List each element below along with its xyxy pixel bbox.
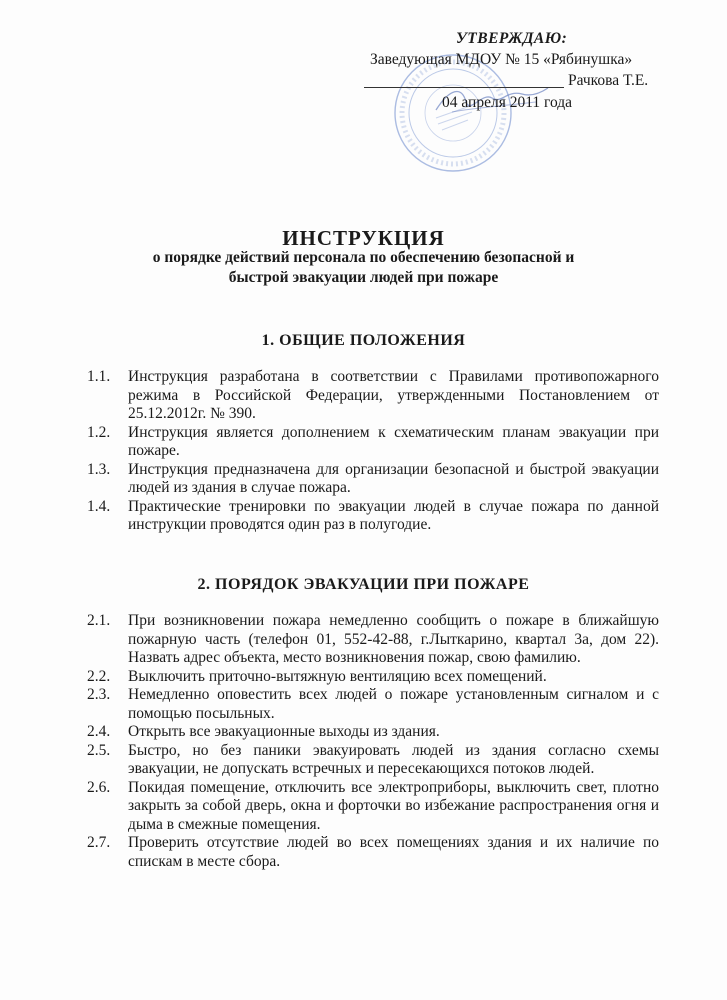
list-item (87, 686, 659, 723)
item-number: 2.4. (87, 723, 111, 740)
signature-line (364, 87, 564, 88)
list-item (87, 424, 659, 461)
item-number: 2.3. (87, 686, 111, 703)
item-text: Выключить приточно-вытяжную вентиляцию всех помещений. (128, 667, 547, 685)
list-item (87, 668, 659, 687)
list-item (87, 498, 659, 535)
signature-row (360, 70, 680, 92)
item-text: Быстро, но без паники эвакуировать людей из здания согласно схемы эвакуации, не допускать встречных и пересекающихся потоков людей. (128, 741, 659, 777)
list-item (87, 779, 659, 835)
approver-name: Рачкова Т.Е. (568, 72, 649, 89)
item-number: 1.1. (87, 368, 111, 385)
document-subtitle (0, 248, 727, 288)
item-text: Инструкция разработана в соответствии с Правилами противопожарного режима в Российской Федерации, утвержденными Постановлением от 25.12.2012г. № 390. (128, 368, 659, 422)
section-heading: 2. ПОРЯДОК ЭВАКУАЦИИ ПРИ ПОЖАРЕ (197, 576, 530, 593)
item-number: 2.2. (87, 667, 111, 685)
document-title: ИНСТРУКЦИЯ (282, 226, 445, 250)
list-item (87, 612, 659, 668)
item-text: Открыть все эвакуационные выходы из здания. (128, 723, 440, 740)
list-item (87, 742, 659, 779)
item-number: 2.6. (87, 778, 111, 796)
list-item (87, 368, 659, 424)
item-text: При возникновении пожара немедленно сообщить о пожаре в ближайшую пожарную часть (телефон 01, 552-42-88, г.Лыткарино, квартал 3а, дом 22). Назвать адрес объекта, место возникновения пожар, свою фамилию. (128, 612, 659, 666)
approval-position: Заведующая МДОУ № 15 «Рябинушка» (370, 51, 633, 68)
list-item (87, 461, 659, 498)
item-text: Инструкция является дополнением к схематическим планам эвакуации при пожаре. (128, 423, 659, 459)
item-number: 1.3. (87, 460, 111, 478)
item-number: 2.7. (87, 834, 111, 851)
approval-date: 04 апреля 2011 года (442, 94, 573, 111)
item-number: 2.1. (87, 612, 111, 629)
approval-heading: УТВЕРЖДАЮ: (456, 30, 568, 47)
section-heading: 1. ОБЩИЕ ПОЛОЖЕНИЯ (261, 332, 466, 349)
item-text: Инструкция предназначена для организации безопасной и быстрой эвакуации людей из здания в случае пожара. (128, 460, 659, 496)
list-item (87, 723, 659, 742)
section-2-list (87, 612, 659, 871)
section-1-list (87, 368, 659, 535)
item-number: 1.4. (87, 497, 111, 515)
approval-block (360, 28, 680, 113)
item-text: Проверить отсутствие людей во всех помещениях здания и их наличие по спискам в месте сбора. (128, 834, 659, 870)
subtitle-line-2: быстрой эвакуации людей при пожаре (228, 269, 499, 286)
item-text: Покидая помещение, отключить все электроприборы, выключить свет, плотно закрыть за собой дверь, окна и форточки во избежание распространения огня и дыма в смежные помещения. (128, 778, 659, 833)
item-text: Практические тренировки по эвакуации людей в случае пожара по данной инструкции проводятся один раз в полугодие. (128, 497, 659, 533)
item-number: 2.5. (87, 741, 111, 759)
subtitle-line-1: о порядке действий персонала по обеспечению безопасной и (152, 249, 575, 266)
item-text: Немедленно оповестить всех людей о пожаре установленным сигналом и с помощью посыльных. (128, 686, 659, 722)
item-number: 1.2. (87, 423, 111, 441)
list-item (87, 834, 659, 871)
